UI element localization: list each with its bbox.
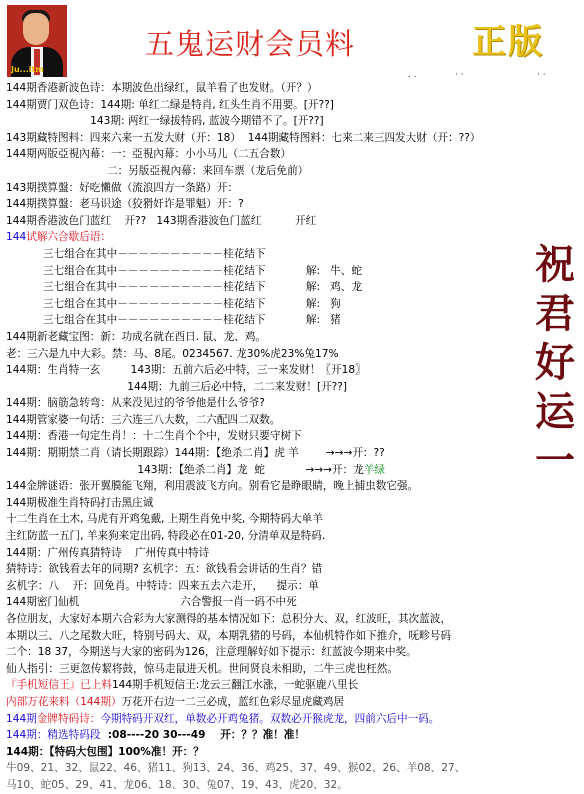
text-line — [6, 130, 546, 147]
text-line — [6, 545, 546, 562]
text-line — [6, 346, 546, 363]
text-line — [6, 163, 546, 180]
text-segment: 三七组合在其中－－－－－－－－－－桂花结下 解: 鸡、龙 — [6, 281, 362, 294]
text-segment: 内部万花来料（144期） — [6, 695, 122, 708]
text-segment: 本期以三、八之尾数大旺，特别号码大、双，本期乳猪的号码，本仙机特作如下推介，呒畛号码 — [6, 629, 451, 642]
blessing-char: 运 — [535, 388, 575, 435]
text-segment: 144期：生肖特一玄 143期：五前六后必中特，三一来发财！〖开18〗 — [6, 364, 366, 377]
text-segment: 144期密门仙机 六合警报一肖一码不中死 — [6, 596, 297, 609]
text-segment: 144期香港波色门蓝红 开?? 143期香港波色门蓝红 开红 — [6, 214, 317, 227]
text-segment: 各位朋友，大家好本期六合彩为大家测得的基本情况如下：总积分大、双，红波旺，其次蓝波， — [6, 613, 451, 625]
text-line — [6, 578, 546, 595]
text-line — [6, 661, 546, 678]
text-segment: 今期特码开双红，单数必开鸡兔猪。双数必开猴虎龙，四前六后中一码。 — [100, 712, 440, 725]
text-segment: 144期：脑筋急转弯：从来没见过的爷爷他是什么爷爷? — [6, 397, 265, 410]
text-segment: 144期撲算盤：老马识途（狡猾奸诈是罪魁）开：? — [6, 198, 244, 211]
text-line — [6, 279, 546, 296]
text-line — [6, 395, 546, 412]
page-header — [0, 0, 584, 80]
blessing-char: 祝 — [535, 241, 575, 288]
text-line — [6, 478, 546, 495]
text-segment: 三七组合在其中－－－－－－－－－－桂花结下 解: 狗 — [6, 297, 341, 310]
text-segment: 『手机短信王』已上料 — [6, 679, 112, 692]
text-segment: 144期两版亞視內幕：一：亞視內幕：小小马儿（二五合数） — [6, 148, 292, 161]
text-segment: 二个：18 37，今期送与大家的密码为126，注意理解好如下提示：红蓝波今期来中奖。 — [6, 646, 417, 659]
text-line — [6, 196, 546, 213]
blessing-vertical-text — [529, 240, 581, 485]
text-line — [6, 113, 546, 130]
page-title: 五鬼运财会员料 — [145, 27, 356, 61]
text-line — [6, 727, 546, 744]
document-body — [6, 80, 546, 794]
text-segment: 主红防蓝一五门, 羊来狗来定出码, 特段必在01-20, 分清单双是特码. — [6, 530, 326, 543]
text-line — [6, 229, 546, 246]
text-segment: 144期：【特码大包围】100%准！开：？ — [6, 745, 204, 758]
text-line — [6, 594, 546, 611]
text-line — [6, 180, 546, 197]
text-segment: 144期极准生肖特码打击黑庄诚 — [6, 496, 154, 509]
text-line — [6, 296, 546, 313]
photo-brand-text: Ju...itm — [11, 65, 44, 74]
text-segment: 万花开右边一二三必成，蓝红色彩尽显虎藏鸡居 — [121, 695, 345, 708]
text-segment: 羊绿 — [363, 463, 385, 476]
blessing-char: 好 — [535, 339, 575, 386]
text-line — [6, 711, 546, 728]
text-segment: 牛09、21、32、鼠22、46、猪11、狗13、24、36、鸡25、37、49、猴02、26、羊08、27、 — [6, 762, 466, 775]
text-segment: 144期手机短信王:龙云三翻江水涨，一蛇驱鹿八里长 — [111, 679, 359, 692]
text-segment: 144期 — [6, 712, 37, 725]
text-segment: 金牌特码诗： — [36, 712, 101, 725]
text-line — [6, 80, 546, 97]
text-line — [6, 445, 546, 462]
text-segment: 144期管家婆一句话：三六连三八大数，二六配四二双数。 — [6, 413, 281, 426]
text-line — [6, 263, 546, 280]
text-line — [6, 495, 546, 512]
text-line — [6, 246, 546, 263]
decor-dots: . . — [408, 70, 417, 80]
text-segment: 十二生肖在土木, 马虎有开鸡兔戴, 上期生肖免中奖, 今期特码大单羊 — [6, 513, 323, 526]
text-segment: 144 — [6, 231, 27, 244]
text-line — [6, 628, 546, 645]
text-segment: 144期：期期禁二肖（请长期跟踪）144期：【绝杀二肖】虎 羊 →→→开：?? — [6, 447, 385, 460]
text-segment: 144期贾门双色诗：144期: 单红二绿是特肖, 红头生肖不用要。[开??] — [6, 98, 334, 111]
text-line — [6, 312, 546, 329]
text-segment: 三七组合在其中－－－－－－－－－－桂花结下 — [6, 247, 266, 260]
text-segment: 144期：广州传真猜特诗 广州传真中特诗 — [6, 546, 210, 559]
text-line — [6, 329, 546, 346]
text-segment: 144金牌谜语：张开翼膜能飞翔，利用震波飞方向。别看它是睁眼睛，晚上捕虫数它强。 — [6, 480, 419, 493]
text-segment: 143期藏特图料：四来六来一五发大财（开：18） 144期藏特图料：七来二来三四发大财（开：??） — [6, 131, 481, 144]
text-segment: 老：三六是九中大彩。禁：马、8尾。0234567. 龙30%虎23%兔17% — [6, 347, 339, 360]
text-line — [6, 511, 546, 528]
text-line — [6, 379, 546, 396]
text-segment: :08----20 30---49 开：？？准！准！ — [100, 729, 305, 742]
zhengban-logo: 正版 — [472, 22, 544, 62]
text-segment: 144期：精选特码段 — [6, 729, 101, 742]
text-line — [6, 611, 546, 628]
text-segment: 144期香港新波色诗：本期波色出绿红，鼠羊看了也发财。（开？） — [6, 82, 318, 94]
text-segment: 试解六合歇后语： — [26, 231, 111, 244]
text-segment: 仙人指引：三更忽传絜将鼓，惊马走鼠进天机。世间贤良未相助，二牛三虎也枉然。 — [6, 662, 398, 675]
text-line — [6, 146, 546, 163]
text-line — [6, 97, 546, 114]
text-line — [6, 777, 546, 794]
text-line — [6, 677, 546, 694]
text-segment: 143期撲算盤：好吃懶做（流浪四方一条路）开： — [6, 181, 239, 194]
text-line — [6, 744, 546, 761]
text-line — [6, 644, 546, 661]
text-line — [6, 428, 546, 445]
portrait-photo — [7, 5, 67, 77]
decor-dots: · · — [537, 70, 546, 80]
text-segment: 143期: 两红一绿拔特码, 蓝波今期错不了。[开??] — [6, 115, 324, 128]
text-line — [6, 462, 546, 479]
text-segment: 三七组合在其中－－－－－－－－－－桂花结下 解: 猪 — [6, 314, 341, 327]
blessing-char: 君 — [535, 290, 575, 337]
text-segment: 144期：九前三后必中特，二二来发财！[开??] — [6, 380, 348, 393]
text-line — [6, 213, 546, 230]
text-segment: 二：另版亞視內幕：来回车票（龙后免前） — [6, 164, 309, 177]
decor-dots: · · — [455, 70, 464, 80]
text-segment: 144期：香港一句定生肖！：十二生肖个个中，发财只要守树下 — [6, 430, 302, 443]
text-segment: 猜特诗：欲钱看去年的同期? 玄机字：五：欲钱看会讲话的生肖？错 — [6, 563, 323, 576]
text-line — [6, 694, 546, 711]
text-segment: 玄机字：八 开：回免肖。中特诗：四来五去六走开， 提示：单 — [6, 579, 319, 592]
text-line — [6, 362, 546, 379]
text-segment: 三七组合在其中－－－－－－－－－－桂花结下 解: 牛、蛇 — [6, 264, 362, 277]
text-segment: 马10、蛇05、29、41、龙06、18、30、兔07、19、43、虎20、32。 — [6, 778, 348, 791]
text-line — [6, 528, 546, 545]
blessing-char: 一 — [535, 437, 575, 484]
text-line — [6, 412, 546, 429]
text-line — [6, 760, 546, 777]
text-segment: 144期新老藏宝图：新：功成名就在酉日. 鼠、龙、鸡。 — [6, 330, 267, 343]
text-segment: 143期：【绝杀二肖】龙 蛇 →→→开：龙 — [6, 463, 364, 476]
text-line — [6, 561, 546, 578]
